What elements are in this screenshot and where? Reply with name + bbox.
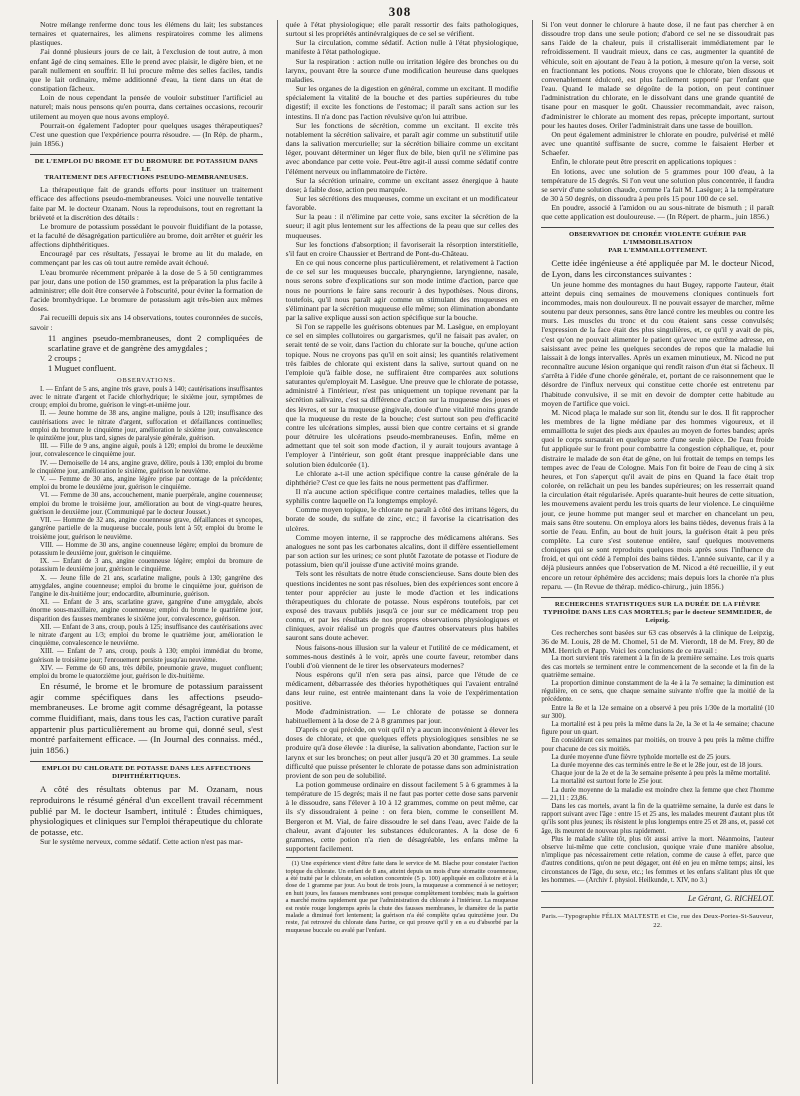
paragraph: L'eau bromurée récemment préparée à la dose de 5 à 50 centigrammes par jour, dans une potion de 150 grammes, est la préparation la plus facile à administrer; elle doit être conservée à l'obscurité, pour éviter la formation de l'acide bromhydrique. Le bromure de potassium agit très-bien aux mêmes doses.	[30, 267, 263, 314]
section-title-line: PAR L'EMMAILLOTTEMENT.	[608, 247, 708, 255]
observation: X. — Jeune fille de 21 ans, scarlatine maligne, pouls à 130; gangrène des amygdales, angine couenneuse; emploi du brome le cinquième jour, guérison de l'angine le dix-huitième jour; endocardite, albuminurie, guérison.	[30, 574, 263, 598]
paragraph: J'ai recueilli depuis six ans 14 observations, toutes couronnées de succès, savoir :	[30, 313, 263, 332]
paragraph: En résumé, le brome et le bromure de potassium paraissent agir comme spécifiques dans les affections pseudo-membraneuses. Le brome agit comme désagrégeant, la potasse comme fluidifiant, mais, dans tous les cas, l'action curative paraît appartenir plus particulièrement au brome qui, donné seul, s'est montré parfaitement efficace. — (In Journal des connaiss. méd., juin 1856.)	[30, 681, 263, 755]
divider	[541, 907, 774, 908]
paragraph: La durée moyenne de la maladie est moindre chez la femme que chez l'homme — 21,11 : 23,86.	[541, 786, 775, 802]
paragraph: Sur les organes de la digestion en général, comme un excitant. Il modifie spécialement la vitalité de la bouche et des parties supérieures du tube digestif; il excite les fonctions de l'estomac; il paraît sans action sur les intestins. Il n'a donc pas l'action révulsive qu'on lui attribue.	[285, 84, 519, 121]
section-title-line: TRAITEMENT DES AFFECTIONS PSEUDO-MEMBRANEUSES.	[44, 174, 249, 182]
paragraph: Nous faisons-nous illusion sur la valeur et l'utilité de ce médicament, et sommes-nous destinés à le voir, après une courte faveur, retomber dans l'oubli d'où viennent de le tirer les observateurs modernes?	[285, 642, 519, 670]
paragraph: Sur les fonctions d'absorption; il favoriserait la résorption interstitielle, s'il faut en croire Chaussier et Bertrand de Pont-du-Château.	[285, 239, 519, 258]
section-title-brome	[30, 154, 263, 182]
section-title-line: DIPHTHÉRITIQUES.	[112, 773, 181, 781]
paragraph: quée à l'état physiologique; elle paraît ressortir des faits pathologiques, surtout si les propriétés antinévralgiques de ce sel se vérifient.	[285, 20, 519, 39]
paragraph: Si l'on se rappelle les guérisons obtenues par M. Lasègue, en employant ce sel en simples collutoires ou gargarismes, qu'il ne faisait pas avaler, on serait tenté de se voir, dans l'action du chlorate sur la bouche, qu'une action topique. Nous ne croyons pas qu'il en soit ainsi; les quantités relativement très faibles de chlorate qui existent dans la salive, surtout quand on ne l'emploie qu'à faible dose, ne suffiraient être comparées aux solutions saturantes qu'employait M. Lasègue. Une preuve que le chlorate de potasse, administré à l'intérieur, n'est pas uniquement un topique revenant par la sécrétion salivaire, c'est sa différence d'action sur la muqueuse des joues et des lèvres, et sur la muqueuse gingivale, douée d'une vitalité moins grande que la muqueuse du reste de la bouche; c'est surtout son peu d'efficacité contre les ulcérations simples, aussi bien que contre certains et si grande pour détruire les ulcérations pseudo-membraneuses. Enfin, même en admettant que tel soit son mode d'action, il y aurait toujours avantage à l'employer à l'intérieur, son goût étant presque inappréciable dans une solution bien édulcorée (1).	[285, 322, 519, 469]
paragraph: M. Nicod plaça le malade sur son lit, étendu sur le dos. Il fit rapprocher les membres de la ligne médiane par des hommes vigoureux, et il emmaillotta le sujet des pieds aux épaules au moyen de fortes bandes; après quoi le corps sursautait en quelque sorte d'une seule pièce. De l'eau froide fut appliquée sur le front pour combattre la congestion céphalique, et, pour distraire le malade de son état de gêne, on lui frottait de temps en temps les tempes avec de l'eau de Cologne. Mais l'on fit boire de l'eau de cinq à six heures, et l'on s'aperçut qu'il avait de pins en Quand la face était trop colorée, on relâchait un peu les bandes supérieures; on les resserrait quand la circulation était régularisée. Après quarante-huit heures de cette situation, les mouvemens avaient perdu les trois quarts de leur violence. Le cinquième jour, ce jeune homme put manger seul et marcher en chancelant un peu, mais sans être soutenu. On employa alors les bains tièdes, devenus frais à la sortie de l'eau. Enfin, au bout de huit jours, la guérison était à peu près complète. La cure s'est soutenue entière, sauf quelques mouvemens cloniques qui se sont reproduits quelques mois après sous l'influence du froid, et qui ont cédé à l'emploi des bains tièdes. L'année suivante, car il y a déjà plusieurs années que l'observation de M. Nicod a été recueillie, il y eut encore un retour éphémère des accidens; mais depuis lors la chorée n'a plus reparu. — (In Revue de thérap. médico-chirurg., juin 1856.)	[541, 407, 775, 591]
paragraph: La mort survient très rarement à la fin de la première semaine. Les trois quarts des cas mortels se terminent entre le commencement de la seconde et la fin de la quatrième semaine.	[541, 655, 775, 679]
section-title-line: EMPLOI DU CHLORATE DE POTASSE DANS LES AFFECTIONS	[41, 765, 251, 773]
paragraph: Plus le malade s'alite tôt, plus tôt aussi arrive la mort. Néanmoins, l'auteur observe lui-même que cette conclusion, quoique vraie d'une manière absolue, n'implique pas nécessairement cette relation, comme de cause à effet, parce que d'autres conditions, qu'on ne peut dégager, ont été en jeu en même temps; ainsi, les circonstances de l'âge, du sexe, etc.; les femmes et les enfans s'alitant plus tôt que les hommes. — (Archiv f. physiol. Heilkunde, t. XIV, no 3.)	[541, 835, 775, 884]
paragraph: La proportion diminue constamment de la 4e à la 7e semaine; la diminution est régulière, en ce sens, que chaque semaine suivante n'offre que la moitié de la précédente.	[541, 680, 775, 704]
observation: XIV. — Femme de 60 ans, très débile, pneumonie grave, muguet confluent; emploi du brome le quatorzième jour, guérison le dix-huitième.	[30, 664, 263, 680]
section-title-line: RECHERCHES STATISTIQUES SUR LA DURÉE DE LA FIÈVRE TYPHOÏDE DANS LES CAS MORTELS; par le docteur SEMMEIDER, de Leipzig.	[543, 600, 773, 624]
paragraph: Pourrait-on également l'adopter pour quelques usages thérapeutiques? C'est une question que l'expérience pourra résoudre. — (In Rép. de pharm., juin 1856.)	[30, 120, 263, 149]
observations-heading: OBSERVATIONS.	[117, 376, 176, 384]
paragraph: Entre la 8e et la 12e semaine on a observé à peu près 1/30e de la mortalité (10 sur 300).	[541, 704, 775, 720]
observation: XI. — Enfant de 3 ans, scarlatine grave, gangrène d'une amygdale, abcès énorme sous-maxillaire, angine couenneuse; emploi du brome le quatrième jour, disparition des fausses membranes le sixième jour, convalescence, guérison.	[30, 599, 263, 623]
section-title-fievre-typhoide	[541, 597, 774, 625]
paragraph: Dans les cas mortels, avant la fin de la quatrième semaine, la durée est dans le rapport suivant avec l'âge : entre 15 et 25 ans, les malades meurent d'autant plus tôt qu'ils sont plus jeunes; ils résistent le plus longtemps entre 25 et 28 ans, et, passé cet âge, ils meurent de nouveau plus rapidement.	[541, 803, 775, 835]
section-title-choree	[541, 227, 774, 255]
observation: IX. — Enfant de 3 ans, angine couenneuse légère; emploi du bromure de potassium le deuxième jour, guérison le cinquième.	[30, 558, 263, 574]
paragraph: Sur les sécrétions des muqueuses, comme un excitant et un modificateur favorable.	[285, 193, 519, 213]
paragraph: Ces recherches sont basées sur 63 cas observés à la clinique de Leipzig, 36 de M. Louis, 28 de M. Chomel, 51 de M. Vierordt, 18 de M. Frey, 80 de MM. Herrich et Papp. Voici les conclusions de ce travail :	[541, 627, 775, 656]
page-number: 308	[388, 4, 412, 19]
paragraph: Encouragé par ces résultats, j'essayai le brome au lit du malade, en commençant par les cas où tout autre remède avait échoué.	[30, 249, 263, 268]
column-2	[277, 20, 519, 1084]
paragraph: Sur la peau : il n'élimine par cette voie, sans exciter la sécrétion de la sueur; il agit plus lentement sur les affections de la peau que sur celles des muqueuses.	[285, 212, 519, 240]
column-3	[532, 20, 774, 1084]
text-columns	[30, 20, 774, 1084]
paragraph: Si l'on veut donner le chlorure à haute dose, il ne faut pas chercher à en dissoudre trop dans une seule potion; d'abord ce sel ne se dissoudrait pas sans l'aide de la chaleur, puis il cristalliserait immédiatement par le refroidissement. Il vaudrait mieux, dans ce cas, augmenter la quantité de véhicule, soit en ajoutant de l'eau à la potion, à mesure qu'on la verse, soit en fractionnant les potions. Nous croyons que le chlorate, bien dissous et convenablement édulcoré, est plus facilement supporté par l'enfant que l'eau. Quand le malade se dégoûte de la potion, on peut continuer l'administration du chlorate, en le dissolvant dans une grande quantité de tisane pour en masquer le goût. Chaussier recommandait, avec raison, d'administrer le chlorate au moment des repas, précepte important, surtout pour les hautes doses. Oriler l'administrait dans une tasse de bouillon.	[541, 20, 775, 130]
observation: I. — Enfant de 5 ans, angine très grave, pouls à 140; cautérisations insuffisantes avec le nitrate d'argent et l'acide chlorhydrique; le sixième jour, symptômes de croup; emploi du brome, guérison le vingt-et-unième jour.	[30, 385, 263, 410]
paragraph: J'ai donné plusieurs jours de ce lait, à l'exclusion de tout autre, à mon enfant âgé de cinq semaines. Elle le prend avec plaisir, le digère bien, et ne paraît nullement en souffrir. Il lui procure même des selles faciles, tandis que le lait ordinaire, même additionné d'eau, la tient dans un état de constipation fâcheux.	[30, 47, 263, 94]
paragraph: Le chlorate a-t-il une action spécifique contre la cause générale de la diphthérie? C'est ce que les faits ne nous permettent pas d'affirmer.	[285, 468, 519, 487]
observation: VII. — Homme de 32 ans, angine couenneuse grave, défaillances et syncopes, gangrène partielle de la muqueuse buccale, pouls lent à 50; emploi du brome le troisième jour, guérison le neuvième.	[30, 517, 263, 541]
paragraph: Chaque jour de la 2e et de la 3e semaine présente à peu près la même mortalité.	[551, 770, 771, 778]
paragraph: Tels sont les résultats de notre étude consciencieuse. Sans doute bien des questions incidentes ne sont pas résolues, bien des expériences sont encore à tenter pour apprécier au juste le mode d'action et les indications thérapeutiques du chlorate de potasse. Nous espérons toutefois, par cet exposé des travaux publiés jusqu'à ce jour sur ce médicament trop peu connu, et par les résultats de nos propres observations physiologiques et cliniques, avoir réalisé un progrès que d'autres observateurs plus habiles sauront sans doute achever.	[285, 569, 519, 643]
paragraph: D'après ce qui précède, on voit qu'il n'y a aucun inconvénient à élever les doses de chlorate, et que quelques effets physiologiques sensibles ne se produire qu'à dose élevée : la diurèse, la salivation abondante, l'action sur le larynx et sur les bronches; on peut aller jusqu'à 20 et 30 grammes. La seule difficulté que puisse présenter le chlorate de potasse dans son administration provient de son peu de solubilité.	[285, 725, 519, 780]
paragraph: Le bromure de potassium possédant le pouvoir fluidifiant de la potasse, et la faculté de désagrégation particulière au brome, doit arrêter et guérir les affections diphthéritiques.	[30, 221, 263, 250]
paragraph: La durée moyenne des cas terminés entre le 8e et le 28e jour, est de 18 jours.	[551, 762, 763, 770]
observation: XII. — Enfant de 3 ans, croup, pouls à 125; insuffisance des cautérisations avec le nitrate d'argent au 1/3; emploi du brome le quatrième jour, amélioration le cinquième, convalescence le neuvième.	[30, 623, 263, 648]
paragraph: On peut également administrer le chlorate en poudre, pulvérisé et mêlé avec une quantité suffisante de sucre, comme le faisaient Herber et Schaefer.	[541, 129, 775, 158]
paragraph: Sur la sécrétion urinaire, comme un excitant assez énergique à haute dose; à faible dose, action peu marquée.	[285, 175, 519, 194]
paragraph: Sur la respiration : action nulle ou irritation légère des bronches ou du larynx, pouvant être la source d'une modification heureuse dans quelques maladies.	[285, 56, 519, 84]
observation: XIII. — Enfant de 7 ans, croup, pouls à 130; emploi immédiat du brome, guérison le troisième jour; l'enrouement persiste jusqu'au neuvième.	[30, 648, 263, 664]
paragraph: Un jeune homme des montagnes du haut Bugey, rapporte l'auteur, était atteint depuis cinq semaines de mouvemens cloniques continuels fort incommodes, mais non douloureux. Il ne pouvait essayer de marcher, même soutenu par deux personnes, sans être lancé contre les meubles ou contre les murs. Les muscles du tronc et du cou étaient sans cesse convulsés; l'expression de la face était des plus singulières, et, ce qu'il y avait de pis, c'est qu'on ne pouvait alimenter le patient qu'avec une extrême adresse, en saisissant avec peine les quelques secondes de repos que la maladie lui laissait à de longs intervalles. Après un examen minutieux, M. Nicod ne put reconnaître aucune lésion organique qui rendît raison d'un état si fâcheux. Il s'arrêta à l'idée d'une chorée générale, et, portant de ce raisonnement que le désordre de l'influx nerveux qui constitue cette chorée est entretenu par l'habitude convulsive, il se mit en devoir de dompter cette habitude au moyen de l'artifice que voici.	[541, 279, 775, 408]
paragraph: La durée moyenne d'une fièvre typhoïde mortelle est de 25 jours.	[551, 753, 731, 761]
paragraph: La thérapeutique fait de grands efforts pour instituer un traitement efficace des affections pseudo-membraneuses. Voici une nouvelle tentative faite par M. le docteur Ozanam. Nous la reproduisons, tout en regrettant la brièveté et la discrétion des détails :	[30, 185, 263, 222]
section-title-line: DE L'EMPLOI DU BROME ET DU BROMURE DE POTASSIUM DANS LE	[34, 158, 258, 174]
paragraph: En poudre, associé à l'amidon ou au sous-nitrate de bismuth ; il paraît que cette application est douloureuse. — (In Répert. de pharm., juin 1856.)	[541, 203, 775, 222]
paragraph: Il n'a aucune action spécifique contre certaines maladies, telles que la syphilis contre laquelle on l'a longtemps employé.	[285, 486, 519, 506]
paragraph: Sur les fonctions de sécrétion, comme un excitant. Il excite très notablement la sécrétion salivaire, et paraît agir comme un substitutif utile dans la salivation mercurielle; sur la sécrétion biliaire comme un excitant léger, pouvant déterminer un léger flux de bile, bien qu'il ne s'élimine pas avec abondance par cette voie. Peut-être agit-il aussi comme sédatif contre l'élément nerveux ou inflammatoire de l'ictère.	[285, 120, 519, 176]
paragraph: En ce qui nous concerne plus particulièrement, et relativement à l'action de ce sel sur les muqueuses buccale, pharyngienne, laryngienne, nasale, nous serons sobre d'explications sur son mode intime d'action, parce que nous ne pourrions le faire sans recourir à des hypothèses. Nous dirons, toutefois, qu'il nous paraît agir comme un stimulant des muqueuses en s'éliminant par la sécrétion muqueuse elle même; son élimination abondante par la salive explique aussi son action spécifique sur la bouche.	[285, 258, 519, 322]
footnote	[286, 857, 519, 934]
section-title-line: OBSERVATION DE CHORÉE VIOLENTE GUÉRIE PAR L'IMMOBILISATION	[568, 231, 747, 247]
observation: V. — Femme de 30 ans, angine légère prise par contage de la précédente; emploi du brome le deuxième jour, guérison le cinquième.	[30, 476, 263, 492]
paragraph: Mode d'administration. — Le chlorate de potasse se donnera habituellement à la dose de 2 à 8 grammes par jour.	[285, 706, 519, 725]
printer-imprint: Paris.—Typographie FÉLIX MALTESTE et Cie, rue des Deux-Portes-St-Sauveur, 22.	[541, 913, 774, 930]
observation: IV. — Demoiselle de 14 ans, angine grave, délire, pouls à 130; emploi du brome le cinquième jour, amélioration le sixième, guérison le neuvième.	[30, 459, 263, 475]
paragraph: Sur la circulation, comme sédatif. Action nulle à l'état physiologique, manifeste à l'état pathologique.	[285, 38, 519, 57]
paragraph: En considérant ces semaines par moitiés, on trouve à peu près la même chiffre pour chacune de ces six moitiés.	[541, 737, 775, 753]
observation: II. — Jeune homme de 38 ans, angine maligne, pouls à 120; insuffisance des cautérisations avec le nitrate d'argent, suffocation et défaillances continuelles; emploi du bromure le cinquième jour, amélioration le sixième jour, convalescence le quinzième jour, plus tard, signes de paralysie générale, guérison.	[30, 410, 263, 443]
observation: III. — Fille de 9 ans, angine aiguë, pouls à 120; emploi du brome le deuxième jour, convalescence le cinquième jour.	[30, 443, 263, 459]
paragraph: Comme moyen topique, le chlorate ne paraît à côté des irritans légers, du borate de soude, du sulfate de zinc, etc.; il favorise la cicatrisation des ulcères.	[285, 505, 519, 533]
case-list	[48, 334, 263, 374]
footnote-text: (1) Une expérience vient d'être faite dans le service de M. Blache pour constater l'action topique du chlorate. Un enfant de 8 ans, atteint depuis un mois d'une stomatite couenneuse, a été traité par le chlorate, en solution concentrée (5 p. 100) appliquée en collutoire et à la dose de 1 gramme par jour. Au bout de trois jours, la muqueuse a commencé à se nettoyer; en huit jours, les fausses membranes sont presque complètement tombées; mais la guérison a marché moins rapidement que par l'administration du chlorate à l'intérieur. La muqueuse est restée rouge longtemps après la chute des fausses membranes, le diamètre de la partie malade a diminué fort lentement; la guérison n'a été complète qu'au quinzième jour. Du reste, j'ai retrouvé du chlorate dans l'urine, ce qui prouve qu'il y en a eu d'absorbé par la muqueuse buccale ou avalé par l'enfant.	[285, 860, 519, 934]
observations-list	[30, 386, 263, 681]
paragraph: Cette idée ingénieuse a été appliquée par M. le docteur Nicod, de Lyon, dans les circonstances suivantes :	[541, 258, 775, 280]
section-title-chlorate	[30, 761, 263, 781]
paragraph: Nous espérons qu'il n'en sera pas ainsi, parce que l'étude de ce médicament, débarrassée des théories hypothétiques qui l'avaient entraîné dans leur ruine, est entrée maintenant dans la voie de l'expérimentation positive.	[285, 670, 519, 707]
paragraph: Notre mélange renferme donc tous les élémens du lait; les substances ternaires et quaternaires, les alimens respiratoires comme les alimens plastiques.	[30, 20, 263, 48]
paragraph: En lotions, avec une solution de 5 grammes pour 100 d'eau, à la température de 15 degrés. Si l'on veut une solution plus concentrée, il faudra se servir d'une solution chaude, comme l'a fait M. Lasègue; à la température de 30 à 50 degrés, on dissoudra à peu près 15 pour 100 de ce sel.	[541, 166, 775, 203]
paragraph: Enfin, le chlorate peut être prescrit en applications topiques :	[551, 157, 737, 167]
paragraph: Comme moyen interne, il se rapproche des médicamens altérans. Ses analogues ne sont pas les carbonates alcalins, dont il diffère essentiellement par son action sur les urines; ce sont plutôt l'azotate de potasse et l'iodure de potassium, bien qu'il jouisse d'une activité moins grande.	[285, 532, 519, 570]
observation: VI. — Femme de 30 ans, accouchement, manie puerpérale, angine couenneuse; emploi du brome le troisième jour, amélioration au bout de vingt-quatre heures, guérison le deuxième jour. (Communiqué par le docteur Jousset.)	[30, 492, 263, 516]
observation: VIII. — Homme de 30 ans, angine couenneuse légère; emploi du bromure de potassium le deuxième jour, guérison le cinquième.	[30, 541, 263, 557]
paragraph: La mortalité est à peu près la même dans la 2e, la 3e et la 4e semaine; chacune figure pour un quart.	[541, 721, 775, 737]
list-item: 2 croups ;	[48, 353, 82, 363]
paragraph: Loin de nous cependant la pensée de vouloir substituer l'artificiel au naturel; mais nous pensons qu'en pourra, dans certaines occasions, recourir utilement au moyen que nous avons employé.	[30, 93, 263, 121]
paragraph: La mortalité est surtout forte le 25e jour.	[551, 778, 663, 786]
list-item: 11 angines pseudo-membraneuses, dont 2 compliquées de scarlatine grave et de gangrène des amygdales ;	[48, 333, 263, 353]
column-1	[30, 20, 263, 1084]
list-item: 1 Muguet confluent.	[48, 363, 117, 373]
paragraph: Sur le système nerveux, comme sédatif. Cette action n'est pas mar-	[40, 837, 243, 847]
paragraph: La potion gommeuse ordinaire en dissout facilement 5 à 6 grammes à la température de 15 degrés; mais il ne faut pas porter cette dose sans parvenir à le dissoudre, sans l'élever à 10 à 12 grammes, comme on peut même, car ils s'y dissoudraient à peine : on fera bien, comme le conseillent M. Bergeron et M. Vial, de faire dissoudre le sel dans l'eau, avec l'aide de la chaleur, avant d'ajouter les substances édulcorantes. A la dose de 6 grammes, cette potion n'a rien de désagréable, les enfans même la supportent facilement.	[285, 779, 519, 854]
paragraph: A côté des résultats obtenus par M. Ozanam, nous reproduirons le résumé général d'un excellent travail récemment publié par M. le docteur Isambert, intitulé : Études chimiques, physiologiques et cliniques sur l'emploi thérapeutique du chlorate de potasse, etc.	[30, 784, 263, 837]
signature: Le Gérant, G. RICHELOT.	[541, 891, 774, 903]
